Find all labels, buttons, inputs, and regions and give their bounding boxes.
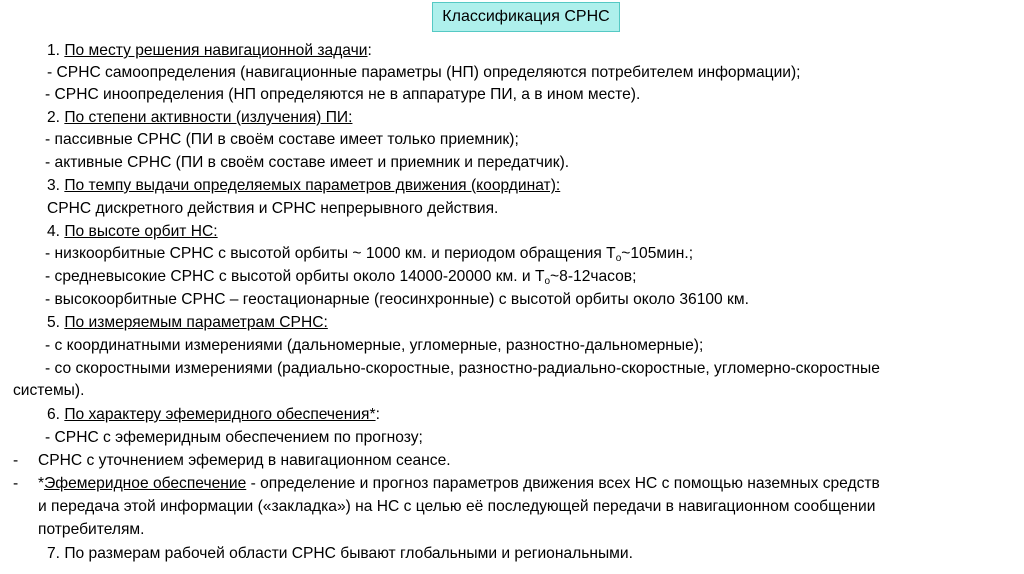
section-6-item-3	[38, 473, 880, 494]
section-4-number: 4.	[47, 223, 65, 240]
section-1-title: По месту решения навигационной задачи	[64, 42, 368, 59]
footnote-term: Эфемеридное обеспечение	[44, 475, 247, 492]
section-3-title: По темпу выдачи определяемых параметров движения (координат):	[64, 177, 561, 194]
section-6-number: 6.	[47, 406, 65, 423]
section-1-item-1: - СРНС самоопределения (навигационные параметры (НП) определяются потребителем информации);	[47, 64, 801, 81]
section-4-item-2-subscript: о	[544, 276, 551, 287]
footnote-star: *	[38, 475, 45, 492]
section-2-heading	[47, 107, 352, 128]
section-4-heading	[47, 221, 218, 242]
section-4-item-1-subscript: о	[615, 253, 622, 264]
section-6-item-2: СРНС с уточнением эфемерид в навигационном сеансе.	[38, 452, 451, 469]
section-4-item-3: - высокоорбитные СРНС – геостационарные (геосинхронные) с высотой орбиты около 36100 км.	[45, 291, 749, 308]
section-2-item-1: - пассивные СРНС (ПИ в своём составе имеет только приемник);	[45, 131, 519, 148]
section-2-title: По степени активности (излучения) ПИ:	[64, 109, 353, 126]
section-3-item-1: СРНС дискретного действия и СРНС непрерывного действия.	[47, 200, 499, 217]
section-5-item-2: - со скоростными измерениями (радиально-скоростные, разностно-радиально-скоростные, угломерно-скоростные	[45, 360, 880, 377]
section-1-item-2: - СРНС иноопределения (НП определяются не в аппаратуре ПИ, а в ином месте).	[45, 86, 641, 103]
section-4-item-2	[45, 266, 636, 287]
section-5-item-1: - с координатными измерениями (дальномерные, угломерные, разностно-дальномерные);	[45, 337, 704, 354]
section-1-colon: :	[367, 42, 372, 59]
section-1-heading	[47, 40, 372, 61]
section-2-item-2: - активные СРНС (ПИ в своём составе имеет и приемник и передатчик).	[45, 154, 570, 171]
section-4-title: По высоте орбит НС:	[64, 223, 218, 240]
footnote-definition: - определение и прогноз параметров движения всех НС с помощью наземных средств	[246, 475, 880, 492]
section-4-item-2-tail: ~8-12часов;	[550, 268, 637, 285]
section-4-item-1-tail: ~105мин.;	[621, 245, 694, 262]
section-5-number: 5.	[47, 314, 65, 331]
section-5-title: По измеряемым параметрам СРНС:	[64, 314, 328, 331]
section-6-bullet-1: -	[13, 452, 19, 469]
section-4-item-1-text: - низкоорбитные СРНС с высотой орбиты ~ 1000 км. и периодом обращения Т	[45, 245, 616, 262]
section-4-item-2-text: - средневысокие СРНС с высотой орбиты около 14000-20000 км. и Т	[45, 268, 545, 285]
section-6-item-3-line-2: и передача этой информации («закладка») на НС с целью её последующей передачи в навигационном сообщении	[38, 498, 876, 515]
section-6-bullet-2: -	[13, 475, 19, 492]
section-4-item-1	[45, 243, 693, 264]
slide-title: Классификация СРНС	[432, 2, 620, 32]
section-1-number: 1.	[47, 42, 65, 59]
section-5-heading	[47, 312, 328, 333]
section-6-item-1: - СРНС с эфемеридным обеспечением по прогнозу;	[45, 429, 423, 446]
section-5-item-2-continuation: системы).	[13, 382, 85, 399]
section-3-number: 3.	[47, 177, 65, 194]
section-6-title: По характеру эфемеридного обеспечения*	[64, 406, 376, 423]
section-2-number: 2.	[47, 109, 65, 126]
section-6-colon: :	[375, 406, 380, 423]
section-6-heading	[47, 404, 380, 425]
section-7-text: 7. По размерам рабочей области СРНС бывают глобальными и региональными.	[47, 545, 633, 562]
section-6-item-3-line-3: потребителям.	[38, 521, 145, 538]
section-3-heading	[47, 175, 560, 196]
